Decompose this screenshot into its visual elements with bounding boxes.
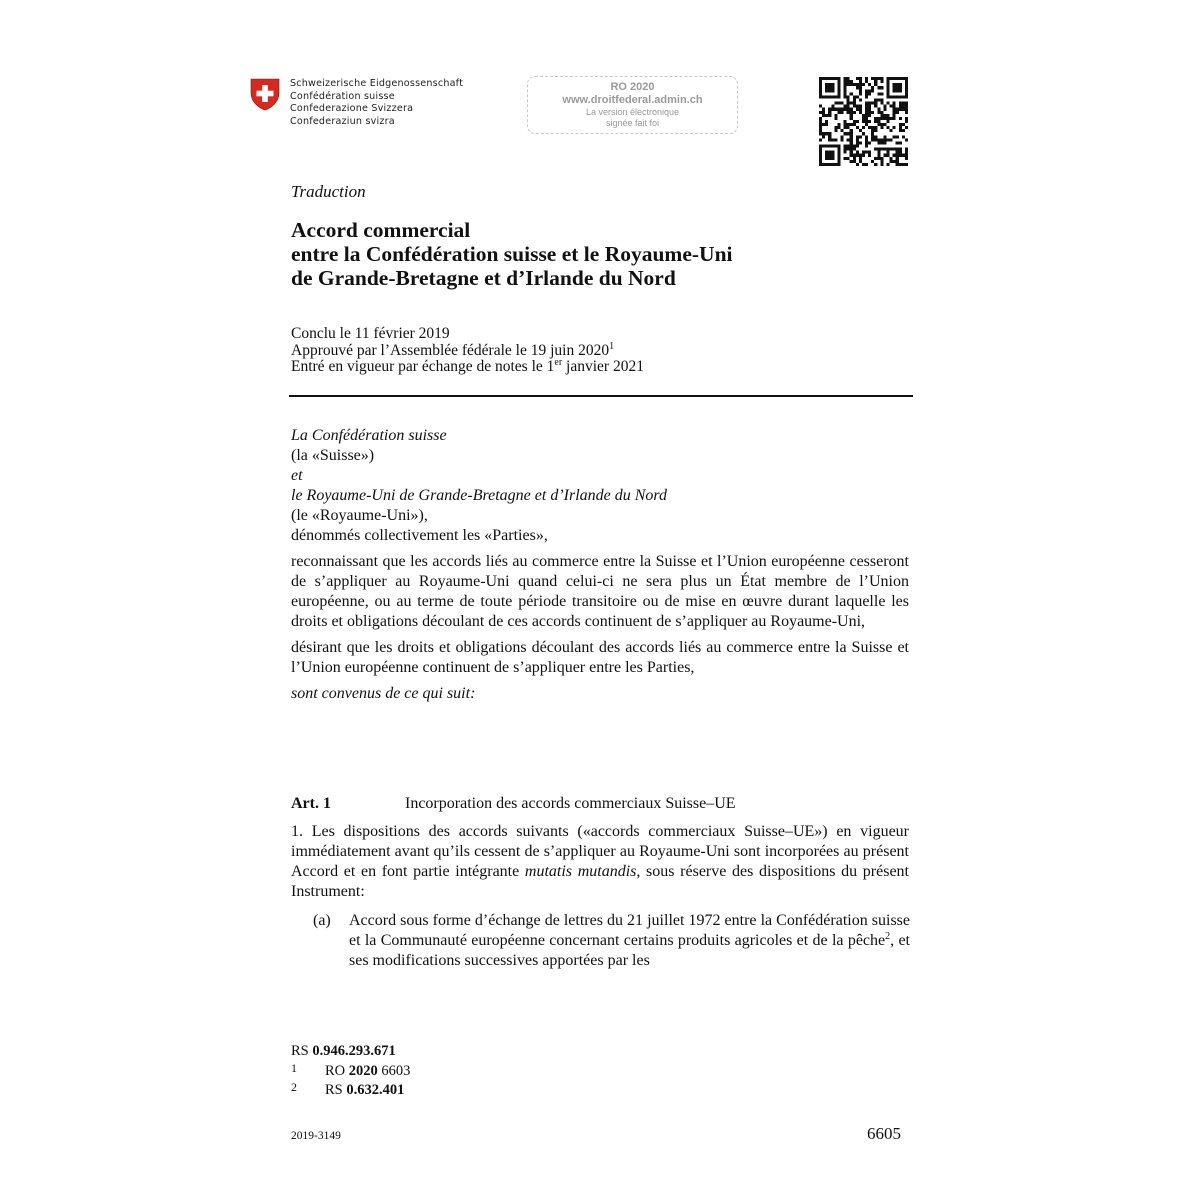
electronic-version-stamp — [527, 76, 738, 134]
footnote-2-number: 2 — [291, 1080, 297, 1094]
date-approved: Approuvé par l’Assemblée fédérale le 19 juin 2020 — [291, 341, 610, 359]
footnote-1-number: 1 — [291, 1060, 297, 1075]
list-item-label: (a) — [313, 912, 331, 929]
date-entry-sup: er — [554, 357, 563, 368]
confed-line-de: Schweizerische Eidgenossenschaft — [290, 78, 464, 89]
stamp-note-1: La version électronique — [585, 107, 680, 117]
party-switzerland: La Confédération suisse — [291, 427, 447, 444]
recital-2: désirant que les droits et obligations découlant des accords liés au commerce entre la Suisse et l’Union européenne continuent de s’appliquer entre les Parties, — [291, 639, 909, 676]
page-number: 6605 — [867, 1124, 901, 1143]
party-uk-short: (le «Royaume-Uni»), — [291, 507, 428, 524]
preamble — [291, 426, 911, 704]
confed-line-it: Confederazione Svizzera — [290, 103, 414, 115]
footnote-1-page: 6603 — [377, 1062, 411, 1079]
confed-line-fr: Confédération suisse — [290, 90, 395, 102]
qr-code-icon — [819, 77, 908, 166]
adoption-dates — [291, 326, 644, 376]
article-1-paragraph-1 — [291, 822, 909, 902]
item-a-text-2: , et ses modifications successives apportées par les — [349, 932, 911, 969]
footnote-1-year: 2020 — [348, 1062, 378, 1079]
footnote-2-ref: 0.632.401 — [346, 1082, 405, 1098]
title-line-3: de Grande-Bretagne et d’Irlande du Nord — [291, 266, 676, 290]
date-entry-prefix: Entré en vigueur par échange de notes le 1 — [291, 358, 555, 375]
stamp-note-2: signée fait foi — [605, 118, 660, 128]
rs-reference — [291, 1043, 410, 1060]
confederation-names — [290, 78, 463, 128]
confed-line-rm: Confederaziun svizra — [290, 115, 395, 127]
stamp-url[interactable]: www.droitfederal.admin.ch — [562, 94, 703, 106]
footnote-1-prefix: RO — [325, 1062, 349, 1079]
party-uk: le Royaume-Uni de Grande-Bretagne et d’Irlande du Nord — [291, 487, 668, 504]
date-entry-line — [291, 359, 644, 376]
page-title — [291, 218, 733, 290]
para1-italic: mutatis mutandis — [524, 863, 637, 880]
stamp-ro-label: RO 2020 — [610, 81, 655, 93]
date-entry-suffix: janvier 2021 — [562, 358, 644, 375]
date-approved-line — [291, 340, 644, 360]
date-concluded: Conclu le 11 février 2019 — [291, 325, 450, 342]
item-a-text-1: Accord sous forme d’échange de lettres du 21 juillet 1972 entre la Confédération suisse et la Communauté européenne concernant certains produits agricoles et de la pêche — [349, 912, 910, 949]
parties-collective: dénommés collectivement les «Parties», — [291, 527, 548, 544]
footnote-1 — [291, 1060, 410, 1080]
list-item-text — [349, 911, 910, 971]
article-1-heading — [291, 795, 736, 813]
article-number: Art. 1 — [291, 795, 331, 812]
title-divider — [289, 395, 913, 397]
list-item-a — [313, 911, 910, 971]
article-title: Incorporation des accords commerciaux Suisse–UE — [405, 795, 736, 812]
footnote-2 — [291, 1079, 410, 1099]
rs-prefix: RS — [291, 1043, 313, 1059]
footnote-2-prefix: RS — [325, 1082, 347, 1098]
para1-text-2: , sous réserve des dispositions du présent Instrument: — [291, 863, 910, 900]
swiss-coat-of-arms-icon — [250, 78, 280, 111]
footnote-ref-2[interactable]: 2 — [885, 931, 891, 942]
recital-1: reconnaissant que les accords liés au commerce entre la Suisse et l’Union européenne cesseront de s’appliquer au Royaume-Uni quand celui-ci ne sera plus un État membre de l’Union européenne, ou au terme de toute période transitoire ou de mise en œuvre durant laquelle les droits et obligations découlant de ces accords continuent de s’appliquer au Royaume-Uni, — [291, 553, 909, 630]
para1-text-1: 1. Les dispositions des accords suivants («accords commerciaux Suisse–UE») en vigueur immédiatement avant qu’ils cessent de s’appliquer au Royaume-Uni sont incorporées au présent Accord et en font partie intégrante — [291, 823, 909, 880]
title-line-2: entre la Confédération suisse et le Royaume-Uni — [291, 242, 733, 266]
rs-number: 0.946.293.671 — [312, 1043, 396, 1059]
agreed-clause: sont convenus de ce qui suit: — [291, 685, 476, 702]
translation-label: Traduction — [291, 182, 366, 201]
footnotes — [291, 1043, 410, 1099]
document-reference: 2019-3149 — [291, 1130, 341, 1142]
conjunction-and: et — [291, 467, 303, 484]
title-line-1: Accord commercial — [291, 218, 471, 242]
footnote-ref-1[interactable]: 1 — [609, 340, 615, 352]
party-switzerland-short: (la «Suisse») — [291, 447, 375, 464]
